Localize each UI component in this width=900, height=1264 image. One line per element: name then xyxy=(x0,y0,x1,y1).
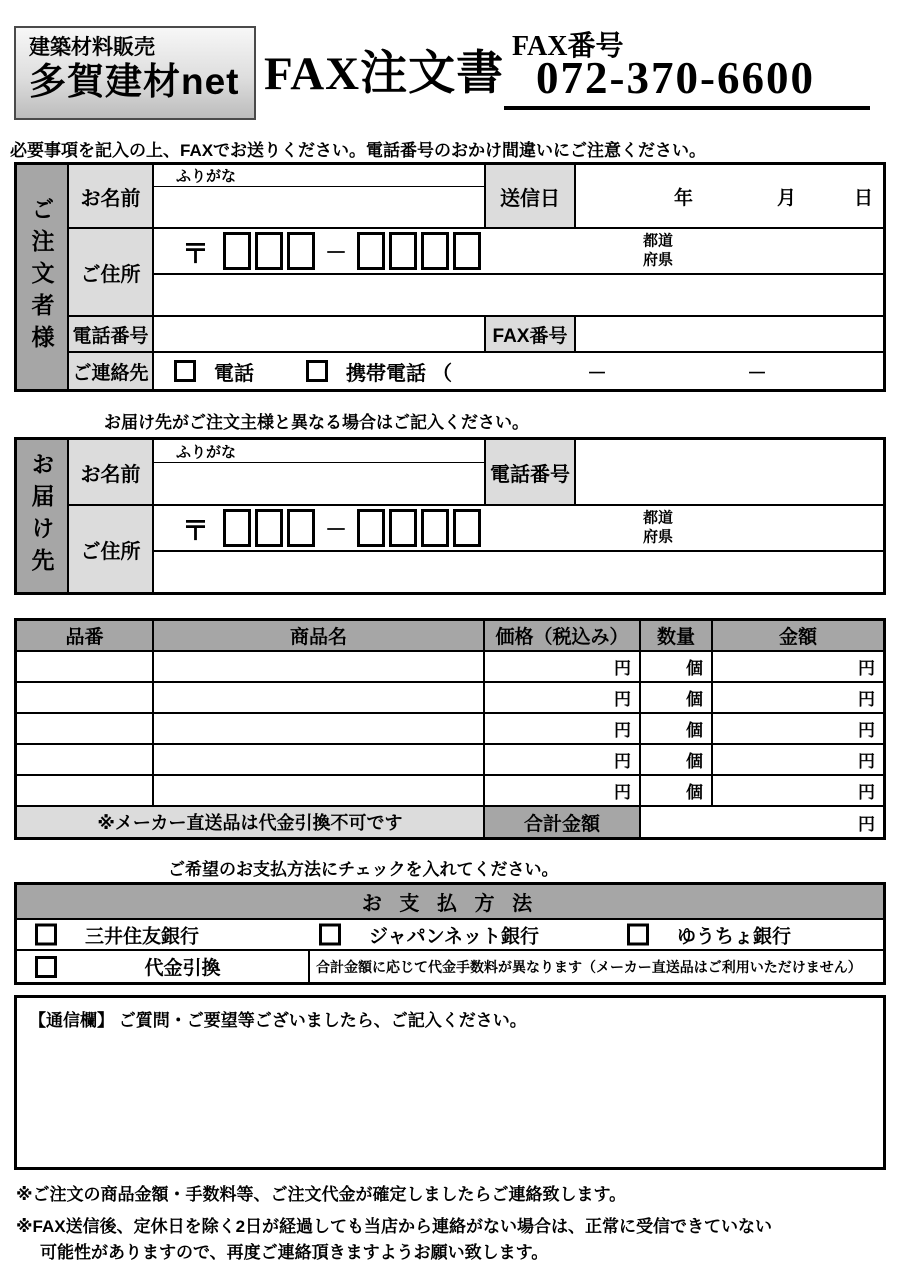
col-header-qty: 数量 xyxy=(641,621,713,652)
delivery-name-field[interactable] xyxy=(154,463,486,506)
bank3-label: ゆうちょ銀行 xyxy=(677,926,792,947)
date-year-label: 年 xyxy=(673,187,693,209)
orderer-postal-row xyxy=(154,229,883,275)
bank3-checkbox[interactable] xyxy=(627,924,649,946)
amount-cell[interactable] xyxy=(713,714,883,745)
price-cell[interactable] xyxy=(485,714,641,745)
contact-method-label: ご連絡先 xyxy=(69,353,154,389)
contact-paren: （ xyxy=(432,362,452,385)
date-day-label: 日 xyxy=(853,187,873,209)
postal-mark: 〒 xyxy=(182,515,209,546)
orderer-fax-label: FAX番号 xyxy=(486,317,576,353)
fax-number-label: FAX番号 xyxy=(512,31,624,62)
postal-digit-box[interactable] xyxy=(453,232,481,270)
postal-digit-box[interactable] xyxy=(223,232,251,270)
cod-option-cell xyxy=(17,951,310,982)
postal-digit-box[interactable] xyxy=(287,509,315,547)
cod-fee-note: 合計金額に応じて代金手数料が異なります（メーカー直送品はご利用いただけません） xyxy=(316,958,862,975)
orderer-address-label: ご住所 xyxy=(69,229,154,317)
postal-digit-box[interactable] xyxy=(223,509,251,547)
delivery-section xyxy=(14,437,886,595)
delivery-name-label: お名前 xyxy=(69,440,154,506)
delivery-section-label: お届け先 xyxy=(28,452,55,580)
prefecture-suffix xyxy=(622,509,694,547)
postal-digit-box[interactable] xyxy=(287,232,315,270)
postal-mark: 〒 xyxy=(182,238,209,269)
product-name-cell[interactable] xyxy=(154,714,485,745)
price-unit: 円 xyxy=(614,659,631,678)
bank2-checkbox[interactable] xyxy=(319,924,341,946)
total-label: 合計金額 xyxy=(485,807,641,837)
send-date-label: 送信日 xyxy=(486,165,576,229)
orderer-fax-field[interactable] xyxy=(576,317,883,353)
price-unit: 円 xyxy=(614,783,631,802)
orderer-furigana-label: ふりがな xyxy=(154,165,486,187)
price-cell[interactable] xyxy=(485,652,641,683)
item-no-cell[interactable] xyxy=(17,745,154,776)
prefecture-line2: 府県 xyxy=(642,251,673,268)
delivery-furigana-label: ふりがな xyxy=(154,440,486,463)
orderer-section-label-cell xyxy=(17,165,69,389)
item-no-cell[interactable] xyxy=(17,683,154,714)
page-title: FAX注文書 xyxy=(264,48,505,100)
delivery-address-label: ご住所 xyxy=(69,506,154,592)
orderer-address-field[interactable] xyxy=(154,275,883,317)
price-cell[interactable] xyxy=(485,776,641,807)
postal-dash: － xyxy=(325,516,348,542)
postal-digit-box[interactable] xyxy=(389,509,417,547)
prefecture-line1: 都道 xyxy=(642,509,673,527)
logo-tagline: 建築材料販売 xyxy=(29,36,155,59)
footer-note-2: ※FAX送信後、定休日を除く2日が経過しても当店から連絡がない場合は、正常に受信できていない xyxy=(16,1217,773,1236)
product-name-cell[interactable] xyxy=(154,652,485,683)
product-name-cell[interactable] xyxy=(154,683,485,714)
amount-unit: 円 xyxy=(858,690,875,709)
postal-digit-box[interactable] xyxy=(421,232,449,270)
contact-phone-option: 電話 xyxy=(214,362,254,385)
orderer-name-label: お名前 xyxy=(69,165,154,229)
contact-mobile-option: 携帯電話 xyxy=(346,362,426,385)
bank1-checkbox[interactable] xyxy=(35,924,57,946)
payment-prompt-text: ご希望のお支払方法にチェックを入れてください。 xyxy=(168,860,559,879)
payment-option-bank3 xyxy=(627,921,791,948)
payment-option-bank2 xyxy=(319,921,539,948)
qty-unit: 個 xyxy=(686,721,703,740)
message-box[interactable] xyxy=(14,995,886,1170)
postal-dash: － xyxy=(325,239,348,265)
contact-dash-1: － xyxy=(587,362,607,385)
delivery-note-text: お届け先がご注文主様と異なる場合はご記入ください。 xyxy=(104,413,529,432)
amount-unit: 円 xyxy=(858,752,875,771)
price-cell[interactable] xyxy=(485,745,641,776)
qty-cell[interactable] xyxy=(641,652,713,683)
postal-digit-box[interactable] xyxy=(453,509,481,547)
qty-cell[interactable] xyxy=(641,683,713,714)
instruction-text: 必要事項を記入の上、FAXでお送りください。電話番号のおかけ間違いにご注意ください。 xyxy=(10,141,707,160)
amount-cell[interactable] xyxy=(713,776,883,807)
contact-phone-checkbox[interactable] xyxy=(174,360,196,382)
bank1-label: 三井住友銀行 xyxy=(85,926,200,947)
amount-unit: 円 xyxy=(858,783,875,802)
cod-checkbox[interactable] xyxy=(35,956,57,978)
payment-section xyxy=(14,882,886,985)
postal-digit-box[interactable] xyxy=(357,509,385,547)
price-unit: 円 xyxy=(614,721,631,740)
product-name-cell[interactable] xyxy=(154,745,485,776)
postal-digit-box[interactable] xyxy=(357,232,385,270)
delivery-postal-row xyxy=(154,506,883,552)
orderer-section xyxy=(14,162,886,392)
payment-cod-row xyxy=(17,951,883,982)
amount-cell[interactable] xyxy=(713,683,883,714)
amount-unit: 円 xyxy=(858,721,875,740)
amount-unit: 円 xyxy=(858,659,875,678)
payment-bank-row xyxy=(17,920,883,951)
col-header-price: 価格（税込み） xyxy=(485,621,641,652)
payment-header: お 支 払 方 法 xyxy=(17,885,883,920)
qty-cell[interactable] xyxy=(641,714,713,745)
orderer-section-label: ご注文者様 xyxy=(28,197,55,357)
col-header-product-name: 商品名 xyxy=(154,621,485,652)
qty-unit: 個 xyxy=(686,783,703,802)
direct-ship-note: ※メーカー直送品は代金引換不可です xyxy=(17,807,485,837)
prefecture-line2: 府県 xyxy=(642,528,673,545)
items-table xyxy=(14,618,886,840)
fax-number-underline xyxy=(504,106,870,110)
fax-number: 072-370-6600 xyxy=(536,53,815,103)
delivery-phone-field[interactable] xyxy=(576,440,883,506)
contact-mobile-checkbox[interactable] xyxy=(306,360,328,382)
logo-company-name: 多賀建材net xyxy=(29,61,240,103)
cod-label: 代金引換 xyxy=(144,958,221,979)
price-cell[interactable] xyxy=(485,683,641,714)
contact-dash-2: － xyxy=(747,362,767,385)
message-box-label: 【通信欄】 ご質問・ご要望等ございましたら、ご記入ください。 xyxy=(29,1011,527,1030)
item-no-cell[interactable] xyxy=(17,652,154,683)
orderer-phone-label: 電話番号 xyxy=(69,317,154,353)
prefecture-line1: 都道 xyxy=(642,232,673,250)
prefecture-suffix xyxy=(622,232,694,270)
price-unit: 円 xyxy=(614,690,631,709)
bank2-label: ジャパンネット銀行 xyxy=(369,926,540,947)
amount-cell[interactable] xyxy=(713,745,883,776)
qty-cell[interactable] xyxy=(641,745,713,776)
delivery-section-label-cell xyxy=(17,440,69,592)
col-header-amount: 金額 xyxy=(713,621,883,652)
postal-digit-box[interactable] xyxy=(421,509,449,547)
orderer-phone-field[interactable] xyxy=(154,317,486,353)
postal-digit-box[interactable] xyxy=(389,232,417,270)
postal-digit-box[interactable] xyxy=(255,509,283,547)
delivery-phone-label: 電話番号 xyxy=(486,440,576,506)
orderer-name-field[interactable] xyxy=(154,187,486,229)
item-no-cell[interactable] xyxy=(17,714,154,745)
footer-note-3: 可能性がありますので、再度ご連絡頂きますようお願い致します。 xyxy=(40,1243,549,1262)
footer-note-1: ※ご注文の商品金額・手数料等、ご注文代金が確定しましたらご連絡致します。 xyxy=(16,1185,627,1204)
company-logo xyxy=(14,26,256,120)
contact-method-row xyxy=(154,353,883,389)
payment-option-bank1 xyxy=(35,921,199,948)
qty-unit: 個 xyxy=(686,659,703,678)
qty-unit: 個 xyxy=(686,752,703,771)
price-unit: 円 xyxy=(614,752,631,771)
send-date-field[interactable] xyxy=(576,165,883,229)
amount-cell[interactable] xyxy=(713,652,883,683)
qty-cell[interactable] xyxy=(641,776,713,807)
date-month-label: 月 xyxy=(776,187,796,209)
delivery-address-field[interactable] xyxy=(154,552,883,592)
qty-unit: 個 xyxy=(686,690,703,709)
total-amount-cell[interactable] xyxy=(641,807,883,837)
total-unit: 円 xyxy=(858,814,875,834)
col-header-item-no: 品番 xyxy=(17,621,154,652)
postal-digit-box[interactable] xyxy=(255,232,283,270)
product-name-cell[interactable] xyxy=(154,776,485,807)
item-no-cell[interactable] xyxy=(17,776,154,807)
